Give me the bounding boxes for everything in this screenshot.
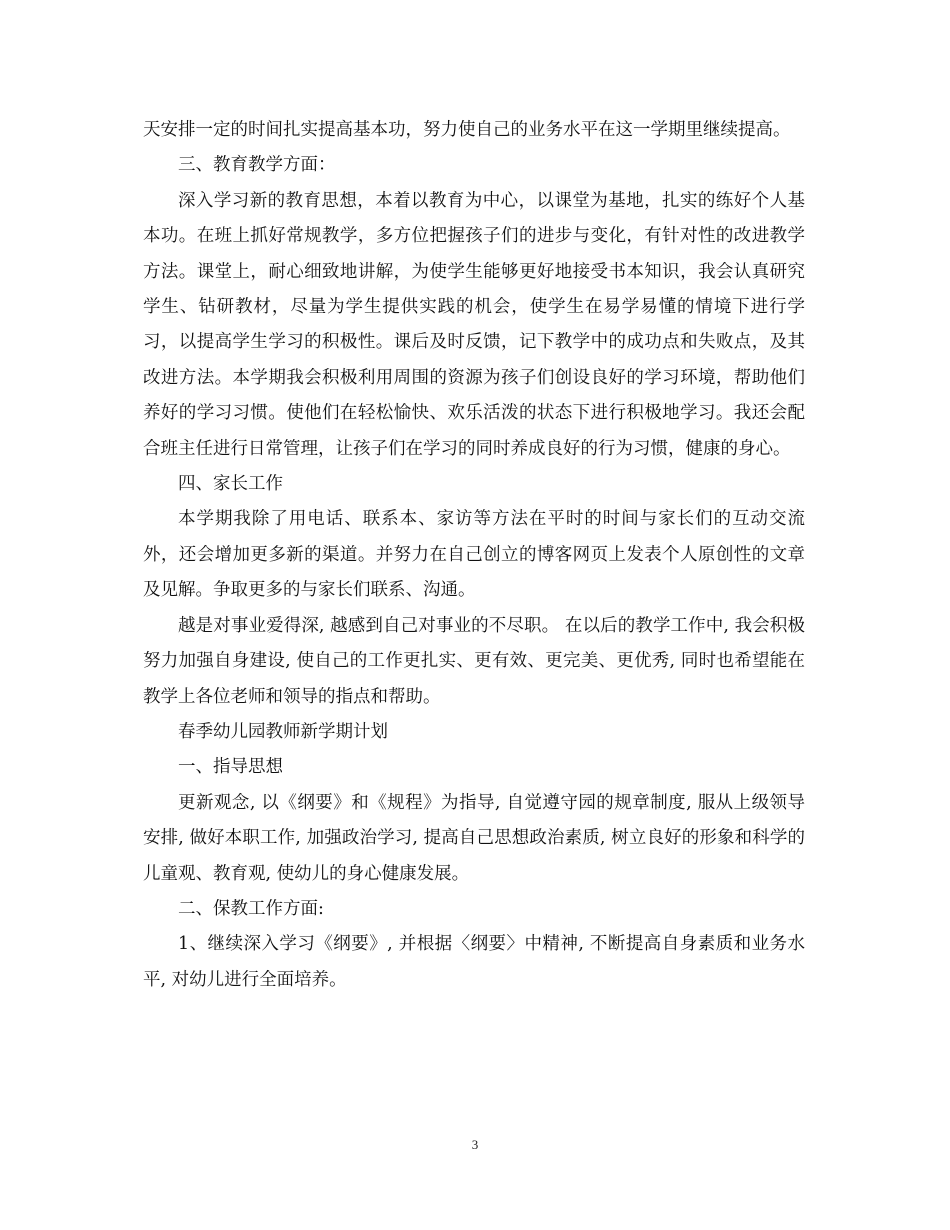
paragraph-care-item-1: 1、继续深入学习《纲要》, 并根据〈纲要〉中精神, 不断提高自身素质和业务水平, 对幼儿进行全面培养。 bbox=[143, 934, 805, 990]
plan-title: 春季幼儿园教师新学期计划 bbox=[178, 721, 388, 742]
paragraph-closing: 越是对事业爱得深, 越感到自己对事业的不尽职。 在以后的教学工作中, 我会积极努力加强自身建设, 使自己的工作更扎实、更有效、更完美、更优秀, 同时也希望能在教学上各位老师和领导的指点和帮助。 bbox=[143, 615, 805, 707]
section-heading-parents: 四、家长工作 bbox=[178, 474, 283, 495]
page-number: 3 bbox=[471, 1137, 479, 1152]
section-heading-care: 二、保教工作方面: bbox=[178, 898, 324, 919]
section-heading-teaching: 三、教育教学方面： bbox=[178, 155, 336, 176]
section-heading-guiding: 一、指导思想 bbox=[178, 757, 283, 778]
paragraph-parents: 本学期我除了用电话、联系本、家访等方法在平时的时间与家长们的互动交流外，还会增加更多新的渠道。并努力在自己创立的博客网页上发表个人原创性的文章及见解。争取更多的与家长们联系、沟通。 bbox=[143, 509, 805, 601]
paragraph-teaching: 深入学习新的教育思想，本着以教育为中心，以课堂为基地，扎实的练好个人基本功。在班上抓好常规教学，多方位把握孩子们的进步与变化，有针对性的改进教学方法。课堂上，耐心细致地讲解，为使学生能够更好地接受书本知识，我会认真研究学生、钻研教材，尽量为学生提供实践的机会，使学生在易学易懂的情境下进行学习，以提高学生学习的积极性。课后及时反馈，记下教学中的成功点和失败点，及其改进方法。本学期我会积极利用周围的资源为孩子们创设良好的学习环境，帮助他们养好的学习习惯。使他们在轻松愉快、欢乐活泼的状态下进行积极地学习。我还会配合班主任进行日常管理，让孩子们在学习的同时养成良好的行为习惯，健康的身心。 bbox=[143, 190, 805, 459]
paragraph-continued: 天安排一定的时间扎实提高基本功，努力使自己的业务水平在这一学期里继续提高。 bbox=[143, 120, 791, 140]
document-body bbox=[143, 113, 805, 998]
paragraph-guiding: 更新观念, 以《纲要》和《规程》为指导, 自觉遵守园的规章制度, 服从上级领导安排, 做好本职工作, 加强政治学习, 提高自己思想政治素质, 树立良好的形象和科学的儿童观、教育观, 使幼儿的身心健康发展。 bbox=[143, 792, 805, 884]
